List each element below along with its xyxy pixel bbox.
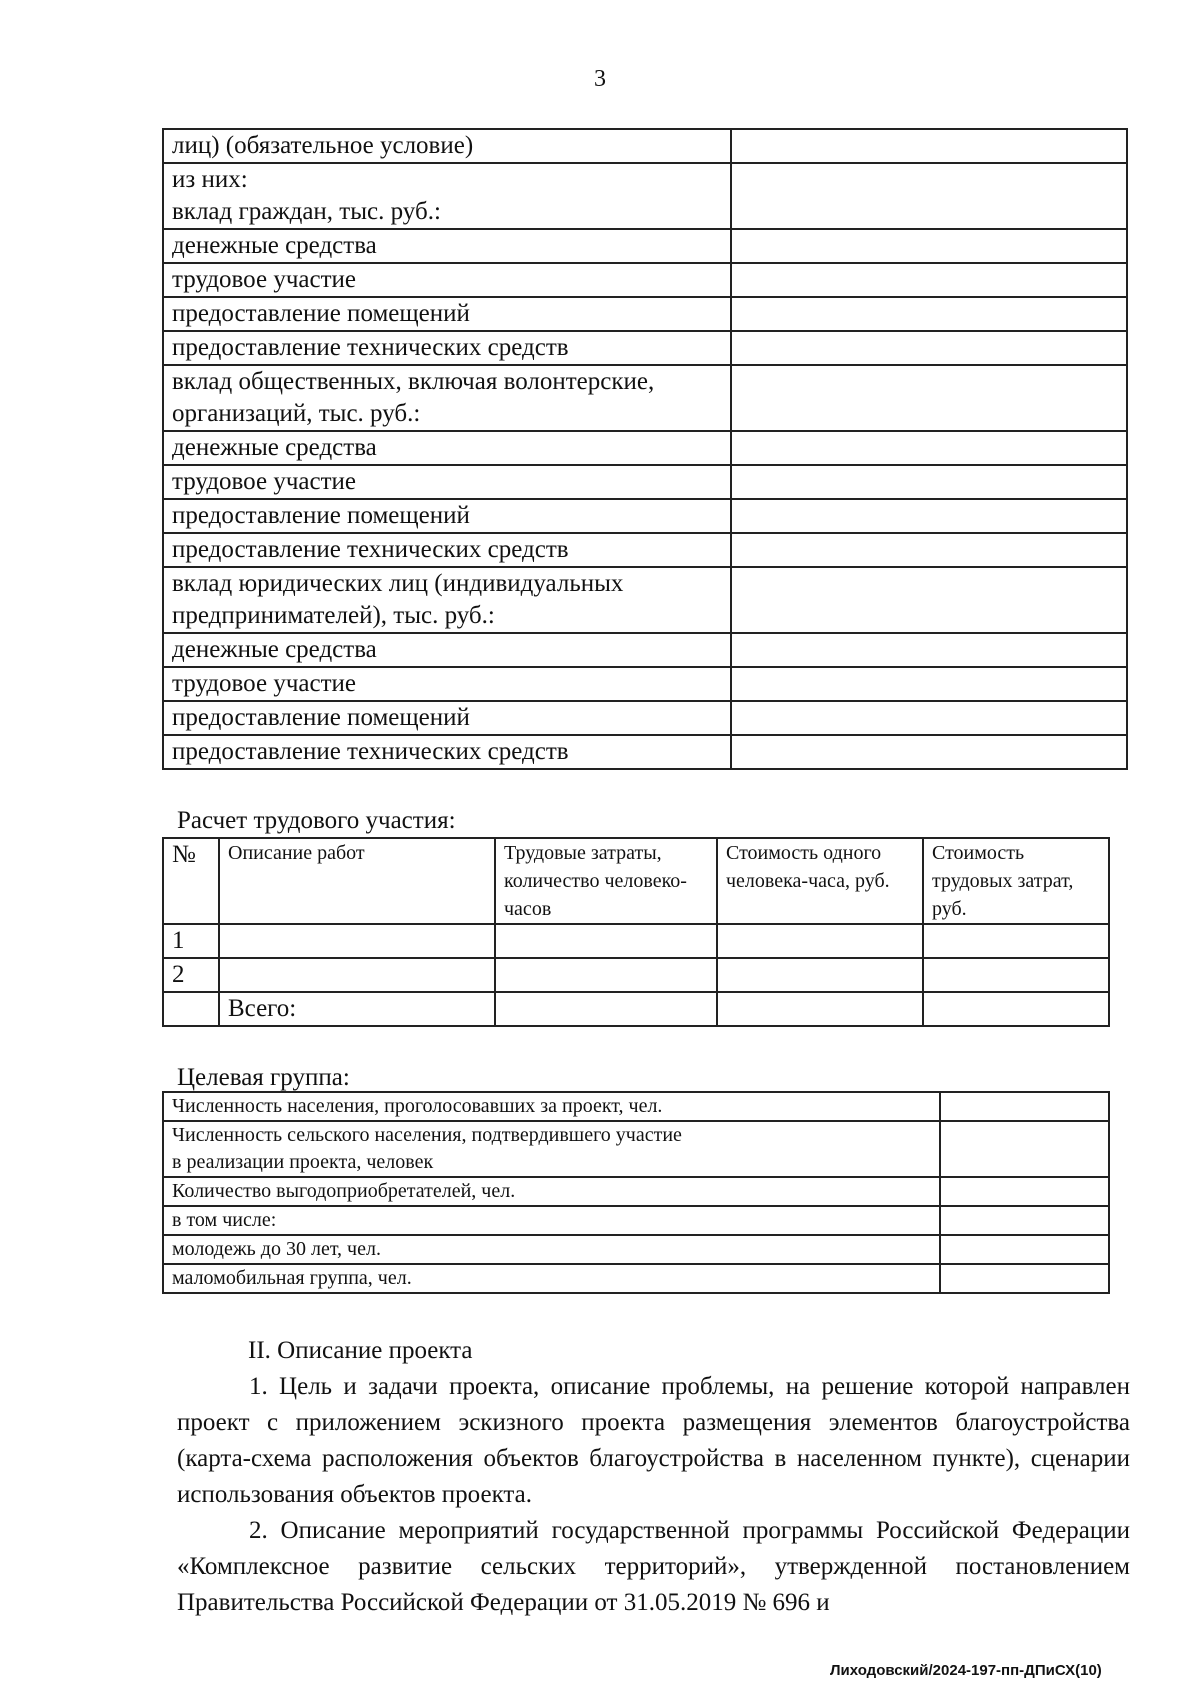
column-header-hour-cost: Стоимость одного человека-часа, руб. (717, 838, 923, 924)
table-row (163, 229, 1127, 263)
column-header-labor-hours: Трудовые затраты, количество человеко-часов (495, 838, 717, 924)
table-row (163, 129, 1127, 163)
table-row (163, 1121, 1109, 1177)
row-value (940, 1264, 1109, 1293)
table-row (163, 1206, 1109, 1235)
row-label: из них: вклад граждан, тыс. руб.: (163, 163, 731, 229)
table-row (163, 633, 1127, 667)
page-number: 3 (594, 66, 606, 92)
row-label: Численность населения, проголосовавших за проект, чел. (163, 1092, 940, 1121)
contribution-table (162, 128, 1128, 770)
row-value (731, 667, 1127, 701)
table-row (163, 499, 1127, 533)
total-label: Всего: (219, 992, 495, 1026)
cell (219, 924, 495, 958)
row-label: предоставление помещений (163, 297, 731, 331)
cell (219, 958, 495, 992)
row-label: молодежь до 30 лет, чел. (163, 1235, 940, 1264)
row-label: трудовое участие (163, 263, 731, 297)
section-paragraph-1: 1. Цель и задачи проекта, описание проблемы, на решение которой направлен проект с приложением эскизного проекта размещения элементов благоустройства (карта-схема расположения объектов благоустройства в населенном пункте), сценарии использования объектов проекта. (177, 1373, 1130, 1508)
row-label: вклад юридических лиц (индивидуальных предпринимателей), тыс. руб.: (163, 567, 731, 633)
table-row (163, 533, 1127, 567)
table-row (163, 924, 1109, 958)
table-row (163, 465, 1127, 499)
table-row (163, 263, 1127, 297)
row-value (731, 331, 1127, 365)
cell (923, 958, 1109, 992)
row-value (731, 263, 1127, 297)
column-header-number: № (163, 838, 219, 924)
row-value (940, 1092, 1109, 1121)
row-value (940, 1206, 1109, 1235)
row-number: 2 (163, 958, 219, 992)
target-table-caption: Целевая группа: (177, 1064, 350, 1091)
row-value (731, 735, 1127, 769)
section-heading: II. Описание проекта (248, 1337, 473, 1364)
table-row (163, 163, 1127, 229)
row-value (731, 533, 1127, 567)
row-label: предоставление помещений (163, 701, 731, 735)
row-label: маломобильная группа, чел. (163, 1264, 940, 1293)
table-row (163, 992, 1109, 1026)
table-row (163, 331, 1127, 365)
cell (163, 992, 219, 1026)
table-row (163, 1177, 1109, 1206)
row-value (731, 229, 1127, 263)
table-row (163, 1264, 1109, 1293)
row-value (731, 701, 1127, 735)
row-label: предоставление помещений (163, 499, 731, 533)
row-value (731, 567, 1127, 633)
row-value (940, 1121, 1109, 1177)
row-value (940, 1235, 1109, 1264)
cell (717, 958, 923, 992)
row-label: трудовое участие (163, 667, 731, 701)
table-header-row (163, 838, 1109, 924)
table-row (163, 701, 1127, 735)
column-header-description: Описание работ (219, 838, 495, 924)
cell (495, 924, 717, 958)
row-label: предоставление технических средств (163, 735, 731, 769)
row-label: предоставление технических средств (163, 331, 731, 365)
row-label: денежные средства (163, 229, 731, 263)
labor-table (162, 837, 1110, 1027)
cell (923, 924, 1109, 958)
row-label: в том числе: (163, 1206, 940, 1235)
row-value (731, 465, 1127, 499)
cell (495, 992, 717, 1026)
table-row (163, 1092, 1109, 1121)
table-row (163, 958, 1109, 992)
cell (717, 924, 923, 958)
row-value (731, 297, 1127, 331)
row-value (731, 633, 1127, 667)
table-row (163, 567, 1127, 633)
cell (495, 958, 717, 992)
row-label: предоставление технических средств (163, 533, 731, 567)
table-row (163, 1235, 1109, 1264)
row-value (731, 163, 1127, 229)
cell (923, 992, 1109, 1026)
column-header-total-cost: Стоимость трудовых затрат, руб. (923, 838, 1109, 924)
row-value (731, 129, 1127, 163)
row-label: денежные средства (163, 633, 731, 667)
row-value (731, 499, 1127, 533)
row-value (940, 1177, 1109, 1206)
row-label: Количество выгодоприобретателей, чел. (163, 1177, 940, 1206)
row-label: денежные средства (163, 431, 731, 465)
table-row (163, 735, 1127, 769)
table-row (163, 431, 1127, 465)
cell (717, 992, 923, 1026)
table-row (163, 297, 1127, 331)
section-paragraph-2: 2. Описание мероприятий государственной программы Российской Федерации «Комплексное развитие сельских территорий», утвержденной постановлением Правительства Российской Федерации от 31.05.2019 № 696 и (177, 1517, 1130, 1616)
labor-table-caption: Расчет трудового участия: (177, 807, 456, 834)
row-label: вклад общественных, включая волонтерские, организаций, тыс. руб.: (163, 365, 731, 431)
document-code: Лиходовский/2024-197-пп-ДПиСХ(10) (830, 1662, 1102, 1679)
target-group-table (162, 1091, 1110, 1294)
row-label: трудовое участие (163, 465, 731, 499)
table-row (163, 667, 1127, 701)
row-label: Численность сельского населения, подтвердившего участие в реализации проекта, человек (163, 1121, 940, 1177)
row-value (731, 431, 1127, 465)
row-label: лиц) (обязательное условие) (163, 129, 731, 163)
table-row (163, 365, 1127, 431)
row-value (731, 365, 1127, 431)
row-number: 1 (163, 924, 219, 958)
